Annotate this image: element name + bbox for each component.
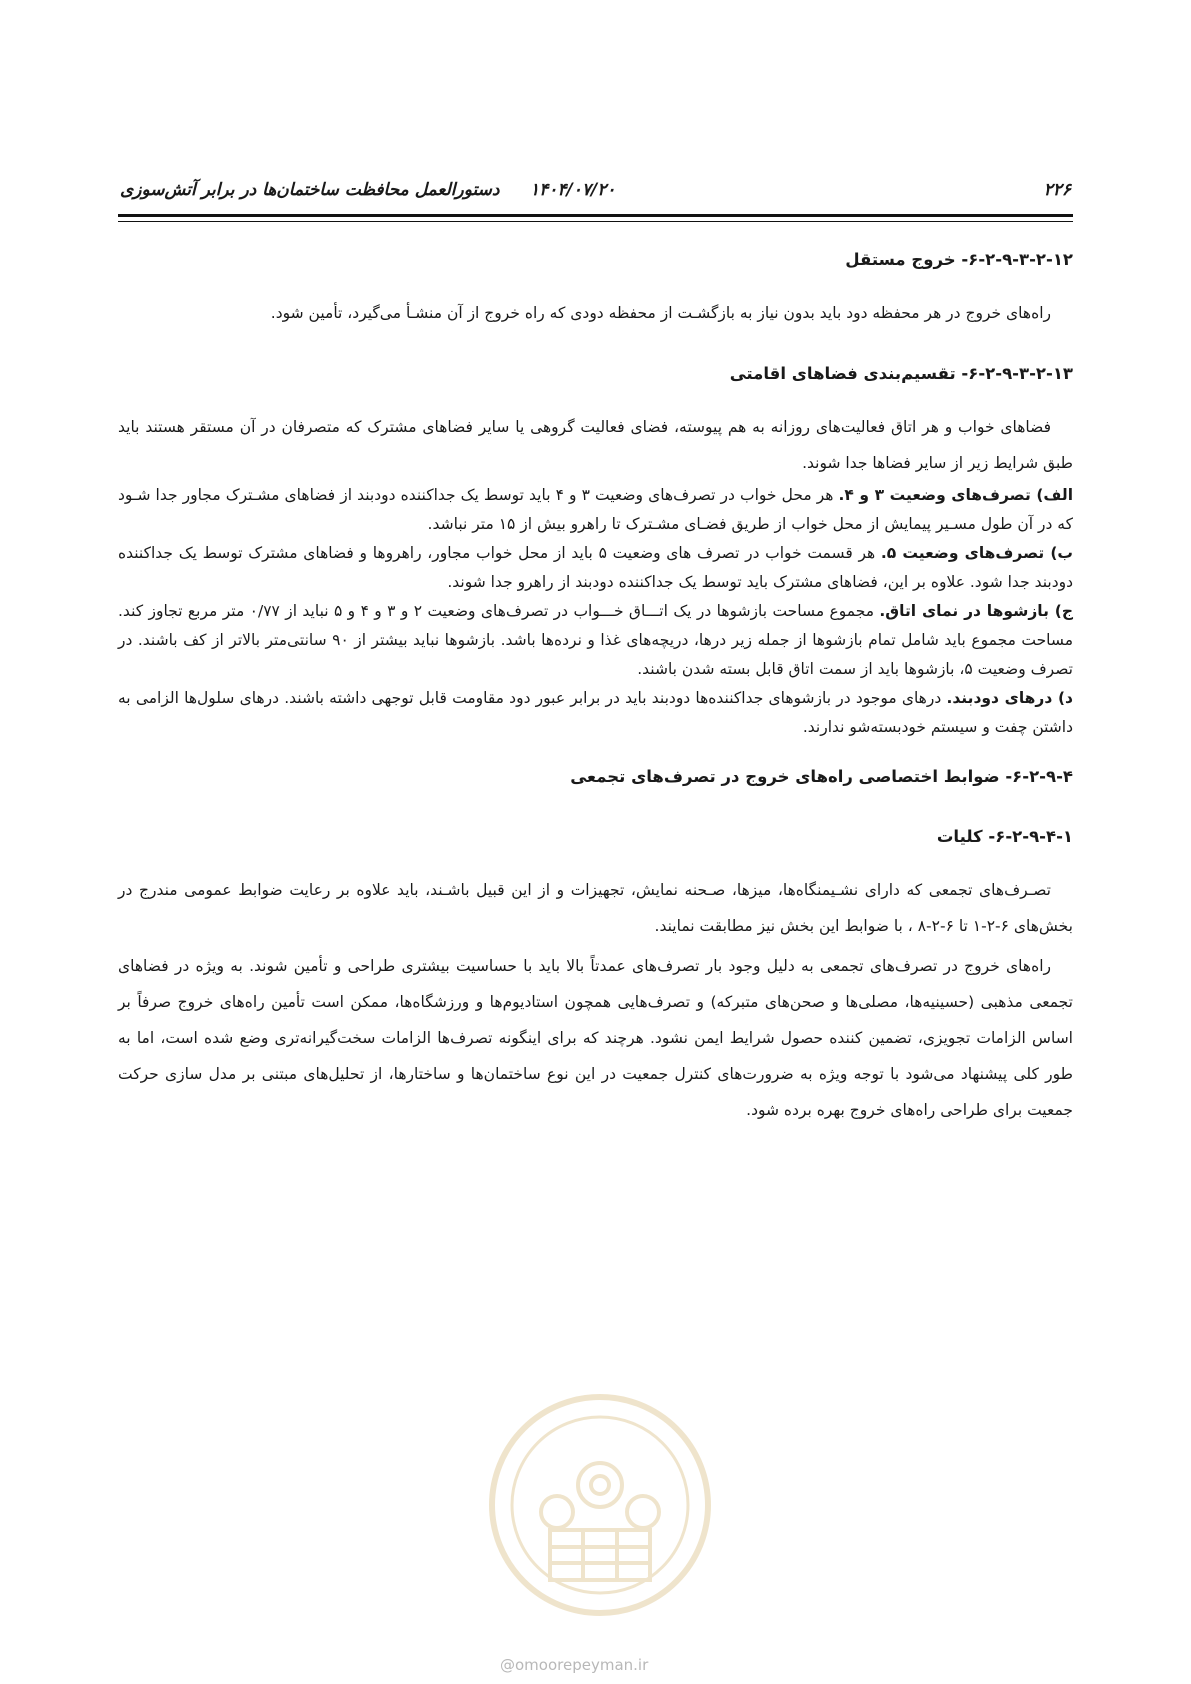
page-header	[120, 180, 1071, 210]
paragraph: فضاهای خواب و هر اتاق فعالیت‌های روزانه به هم پیوسته، فضای فعالیت گروهی یا سایر فضاهای مشترک که متصرفان در آن مستقر هستند باید طبق شرایط زیر از سایر فضاها جدا شوند.	[118, 418, 1073, 472]
section-heading: ۶-۲-۹-۳-۲-۱۳- تقسیم‌بندی فضاهای اقامتی	[729, 364, 1073, 383]
header-title: دستورالعمل محافظت ساختمان‌ها در برابر آتش‌سوزی	[120, 180, 500, 200]
header-rule-thin	[118, 221, 1073, 222]
list-item-c	[118, 597, 1073, 684]
page-number: ۲۲۶	[1043, 180, 1071, 200]
section-heading: ۶-۲-۹-۴- ضوابط اختصاصی راه‌های خروج در تصرف‌های تجمعی	[570, 767, 1073, 786]
watermark-url: @omoorepeyman.ir	[500, 1656, 649, 1674]
list-item-text: مجموع مساحت بازشوها در یک اتـــاق خـــواب در تصرف‌های وضعیت ۲ و ۳ و ۴ و ۵ نباید از ۰/۷۷ متر مربع تجاوز کند. مساحت مجموع باید شامل تمام بازشوها از جمله زیر درها، دریچه‌های غذا و نرده‌ها باشد. بازشوها نباید بیشتر از ۹۰ سانتی‌متر بالاتر از کف باشند. در تصرف وضعیت ۵، بازشوها باید از سمت اتاق قابل بسته شدن باشند.	[118, 602, 1074, 678]
body-content	[118, 243, 1073, 1128]
list-item-label: ب) تصرف‌های وضعیت ۵.	[880, 544, 1073, 562]
paragraph: تصـرف‌های تجمعی که دارای نشـیمنگاه‌ها، میزها، صـحنه نمایش، تجهیزات و از این قبیل باشـند، باید علاوه بر رعایت ضوابط عمومی مندرج در بخش‌های ۶-۲-۱ تا ۶-۲-۸ ، با ضوابط این بخش نیز مطابقت نمایند.	[118, 881, 1073, 935]
list-item-text: هر قسمت خواب در تصرف های وضعیت ۵ باید از محل خواب مجاور، راهروها و فضاهای مشترک توسط یک جداکننده دودبند جدا شود. علاوه بر این، فضاهای مشترک باید توسط یک جداکننده دودبند از راهرو جدا شوند.	[118, 544, 1073, 591]
paragraph: راه‌های خروج در هر محفظه دود باید بدون نیاز به بازگشـت از محفظه دودی که راه خروج از آن منشـأ می‌گیرد، تأمین شود.	[270, 304, 1051, 322]
list-item-a	[118, 481, 1073, 539]
list-item-text: درهای موجود در بازشوهای جداکننده‌ها دودبند باید در برابر عبور دود مقاومت قابل توجهی داشته باشند. درهای سلول‌ها الزامی به داشتن چفت و سیستم خودبسته‌شو ندارند.	[118, 689, 1073, 736]
header-rule-thick	[118, 214, 1073, 217]
list-item-label: الف) تصرف‌های وضعیت ۳ و ۴.	[838, 486, 1074, 504]
watermark-logo	[485, 1390, 715, 1620]
list-item-label: د) درهای دودبند.	[946, 689, 1074, 707]
list-item-d	[118, 684, 1073, 742]
list-item-b	[118, 539, 1073, 597]
list-item-text: هر محل خواب در تصرف‌های وضعیت ۳ و ۴ باید توسط یک جداکننده دودبند از فضاهای مشـترک مجاور جدا شـود که در آن طول مسـیر پیمایش از محل خواب از طریق فضـای مشـترک تا راهرو بیش از ۱۵ متر نباشد.	[118, 486, 1073, 533]
section-heading: ۶-۲-۹-۴-۱- کلیات	[936, 827, 1073, 846]
header-date: ۱۴۰۴/۰۷/۲۰	[530, 180, 616, 200]
section-heading: ۶-۲-۹-۳-۲-۱۲- خروج مستقل	[845, 250, 1073, 269]
list-item-label: ج) بازشوها در نمای اتاق.	[879, 602, 1074, 620]
paragraph: راه‌های خروج در تصرف‌های تجمعی به دلیل وجود بار تصرف‌های عمدتاً بالا باید با حساسیت بیشتری طراحی و تأمین شوند. به ویژه در فضاهای تجمعی مذهبی (حسینیه‌ها، مصلی‌ها و صحن‌های متبرکه) و تصرف‌هایی همچون استادیوم‌ها و ورزشگاه‌ها، ممکن است تأمین راه‌های خروج صرفاً بر اساس الزامات تجویزی، تضمین کننده حصول شرایط ایمن نشود. هرچند که برای اینگونه تصرف‌ها الزامات سخت‌گیرانه‌تری وضع شده است، اما به طور کلی پیشنهاد می‌شود با توجه ویژه به ضرورت‌های کنترل جمعیت در این نوع ساختمان‌ها و ساختارها، از تحلیل‌های مبتنی بر مدل سازی حرکت جمعیت برای طراحی راه‌های خروج بهره برده شود.	[118, 957, 1073, 1119]
